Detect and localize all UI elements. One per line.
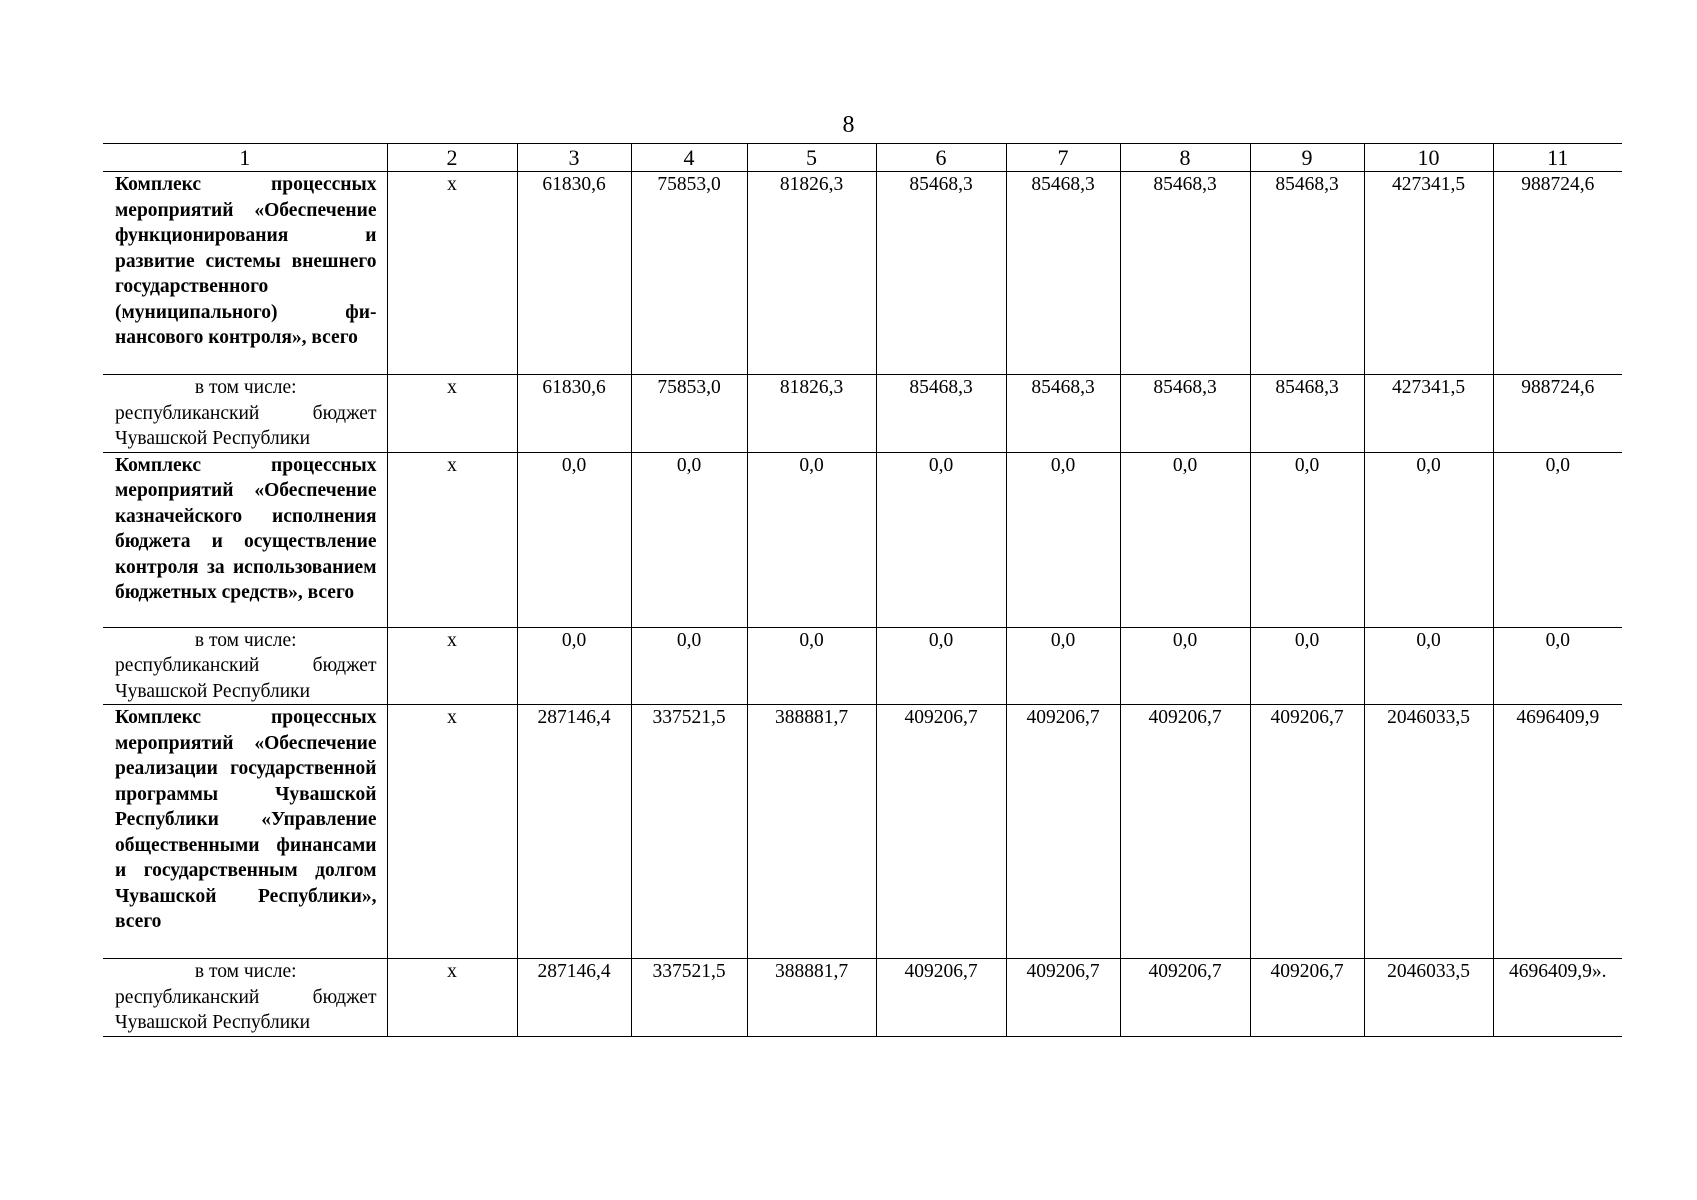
row-col2: x — [387, 705, 517, 959]
row-col2: x — [387, 627, 517, 705]
value-cell: 409206,7 — [1250, 959, 1364, 1037]
value-cell: 0,0 — [876, 627, 1006, 705]
value-cell: 0,0 — [517, 627, 631, 705]
value-cell: 81826,3 — [747, 172, 876, 375]
value-cell: 85468,3 — [1120, 375, 1250, 453]
row-description-rest: республиканский бюджет Чувашской Республики — [115, 402, 377, 449]
value-cell: 409206,7 — [1006, 959, 1120, 1037]
header-cell: 11 — [1493, 144, 1622, 172]
value-cell: 0,0 — [1364, 627, 1493, 705]
value-cell: 2046033,5 — [1364, 705, 1493, 959]
header-cell: 8 — [1120, 144, 1250, 172]
header-cell: 7 — [1006, 144, 1120, 172]
value-cell: 0,0 — [1120, 452, 1250, 627]
value-cell: 0,0 — [747, 452, 876, 627]
table-row — [103, 627, 1622, 705]
value-cell: 61830,6 — [517, 375, 631, 453]
row-description — [103, 959, 387, 1037]
header-cell: 6 — [876, 144, 1006, 172]
budget-table — [103, 143, 1622, 1037]
header-cell: 4 — [631, 144, 747, 172]
value-cell: 81826,3 — [747, 375, 876, 453]
value-cell: 85468,3 — [876, 172, 1006, 375]
value-cell: 85468,3 — [1006, 375, 1120, 453]
value-cell: 427341,5 — [1364, 375, 1493, 453]
row-description-indent: в том числе: — [194, 377, 297, 398]
page-number: 8 — [842, 112, 855, 138]
value-cell: 0,0 — [631, 627, 747, 705]
value-cell: 409206,7 — [876, 705, 1006, 959]
row-description: Комплекс процессных мероприятий «Обеспечение реализации государственной программы Чувашской Республики «Управление общественными финансами и государственным долгом Чувашской Республики», всего — [103, 705, 387, 959]
header-cell: 3 — [517, 144, 631, 172]
row-description — [103, 375, 387, 453]
table-row — [103, 705, 1622, 959]
value-cell: 409206,7 — [1120, 705, 1250, 959]
table-row — [103, 172, 1622, 375]
header-cell: 2 — [387, 144, 517, 172]
row-description: Комплекс процессных мероприятий «Обеспечение функционирования и развитие системы внешнего государственного (муниципального) финансового контроля», всего — [103, 172, 387, 375]
row-description-rest: республиканский бюджет Чувашской Республики — [115, 655, 377, 702]
value-cell: 85468,3 — [1120, 172, 1250, 375]
row-col2: x — [387, 172, 517, 375]
value-cell: 409206,7 — [1120, 959, 1250, 1037]
value-cell: 427341,5 — [1364, 172, 1493, 375]
value-cell: 409206,7 — [1250, 705, 1364, 959]
value-cell: 409206,7 — [1006, 705, 1120, 959]
row-col2: x — [387, 375, 517, 453]
value-cell: 0,0 — [1120, 627, 1250, 705]
value-cell: 988724,6 — [1493, 172, 1622, 375]
value-cell: 388881,7 — [747, 959, 876, 1037]
header-cell: 10 — [1364, 144, 1493, 172]
value-cell: 0,0 — [1250, 627, 1364, 705]
row-description-indent: в том числе: — [194, 629, 297, 651]
value-cell: 409206,7 — [876, 959, 1006, 1037]
value-cell: 337521,5 — [631, 705, 747, 959]
header-cell: 1 — [103, 144, 387, 172]
value-cell: 75853,0 — [631, 172, 747, 375]
row-col2: x — [387, 959, 517, 1037]
header-cell: 9 — [1250, 144, 1364, 172]
value-cell: 988724,6 — [1493, 375, 1622, 453]
value-cell: 0,0 — [1493, 627, 1622, 705]
value-cell: 388881,7 — [747, 705, 876, 959]
value-cell: 0,0 — [1006, 452, 1120, 627]
row-description-indent: в том числе: — [194, 961, 297, 982]
value-cell: 287146,4 — [517, 959, 631, 1037]
value-cell: 0,0 — [747, 627, 876, 705]
value-cell: 0,0 — [517, 452, 631, 627]
table-row — [103, 452, 1622, 627]
table-row — [103, 959, 1622, 1037]
table-header-row — [103, 144, 1622, 172]
value-cell: 0,0 — [631, 452, 747, 627]
value-cell: 61830,6 — [517, 172, 631, 375]
header-cell: 5 — [747, 144, 876, 172]
row-description — [103, 627, 387, 705]
value-cell: 2046033,5 — [1364, 959, 1493, 1037]
value-cell: 287146,4 — [517, 705, 631, 959]
row-col2: x — [387, 452, 517, 627]
value-cell: 0,0 — [1250, 452, 1364, 627]
value-cell: 85468,3 — [1250, 172, 1364, 375]
value-cell: 0,0 — [1006, 627, 1120, 705]
row-description: Комплекс процессных мероприятий «Обеспечение казначейского исполнения бюджета и осуществление контроля за использованием бюджетных средств», всего — [103, 452, 387, 627]
value-cell: 85468,3 — [1006, 172, 1120, 375]
value-cell: 75853,0 — [631, 375, 747, 453]
value-cell: 85468,3 — [876, 375, 1006, 453]
value-cell: 0,0 — [1493, 452, 1622, 627]
value-cell: 337521,5 — [631, 959, 747, 1037]
value-cell: 0,0 — [876, 452, 1006, 627]
table-row — [103, 375, 1622, 453]
value-cell: 0,0 — [1364, 452, 1493, 627]
value-cell: 4696409,9». — [1493, 959, 1622, 1037]
value-cell: 4696409,9 — [1493, 705, 1622, 959]
value-cell: 85468,3 — [1250, 375, 1364, 453]
row-description-rest: республиканский бюджет Чувашской Республики — [115, 986, 377, 1033]
